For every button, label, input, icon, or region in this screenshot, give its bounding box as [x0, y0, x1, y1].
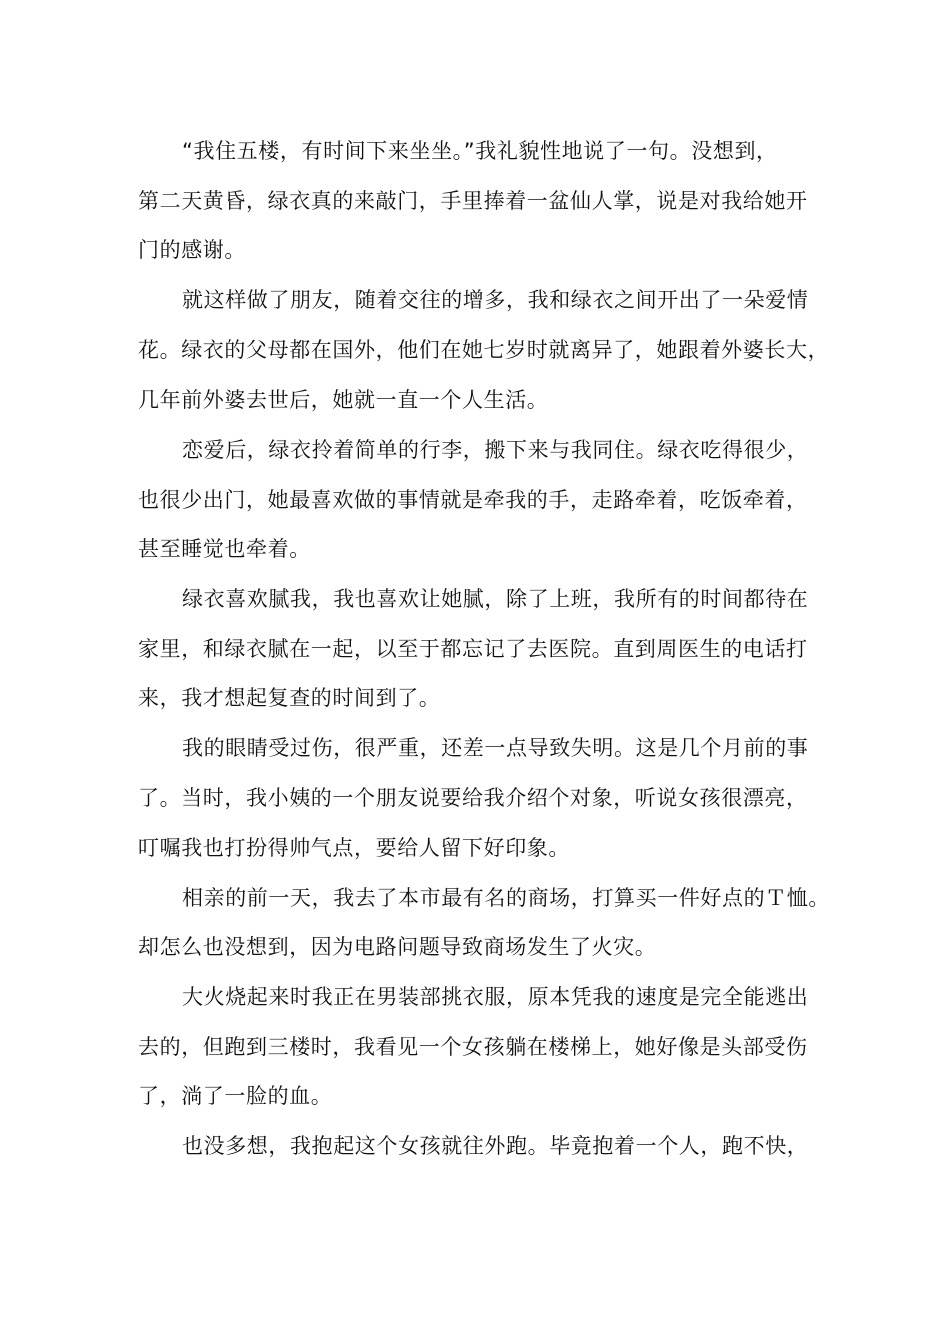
text-line: 门的感谢。	[138, 238, 246, 262]
text-line: 甚至睡觉也牵着。	[138, 537, 311, 561]
text-line: 却怎么也没想到，因为电路问题导致商场发生了火灾。	[138, 935, 657, 959]
text-line: 相亲的前一天，我去了本市最有名的商场，打算买一件好点的Ｔ恤。	[182, 886, 830, 910]
text-line: “我住五楼，有时间下来坐坐。”我礼貌性地说了一句。没想到，	[182, 139, 778, 163]
text-line: 了，淌了一脸的血。	[138, 1084, 333, 1108]
text-line: 我的眼睛受过伤，很严重，还差一点导致失明。这是几个月前的事	[182, 736, 809, 760]
text-line: 也没多想，我抱起这个女孩就往外跑。毕竟抱着一个人，跑不快，	[182, 1134, 809, 1158]
text-line: 叮嘱我也打扮得帅气点，要给人留下好印象。	[138, 836, 570, 860]
text-line: 就这样做了朋友，随着交往的增多，我和绿衣之间开出了一朵爱情	[182, 288, 809, 312]
text-line: 恋爱后，绿衣拎着简单的行李，搬下来与我同住。绿衣吃得很少，	[182, 438, 809, 462]
text-line: 来，我才想起复查的时间到了。	[138, 686, 441, 710]
text-line: 了。当时，我小姨的一个朋友说要给我介绍个对象，听说女孩很漂亮，	[138, 786, 808, 810]
text-line: 第二天黄昏，绿衣真的来敲门，手里捧着一盆仙人掌，说是对我给她开	[138, 189, 808, 213]
text-line: 绿衣喜欢腻我，我也喜欢让她腻，除了上班，我所有的时间都待在	[182, 587, 809, 611]
text-line: 花。绿衣的父母都在国外，他们在她七岁时就离异了，她跟着外婆长大，	[138, 338, 830, 362]
text-line: 几年前外婆去世后，她就一直一个人生活。	[138, 388, 549, 412]
text-line: 大火烧起来时我正在男装部挑衣服，原本凭我的速度是完全能逃出	[182, 985, 809, 1009]
text-line: 也很少出门，她最喜欢做的事情就是牵我的手，走路牵着，吃饭牵着，	[138, 488, 808, 512]
text-line: 去的，但跑到三楼时，我看见一个女孩躺在楼梯上，她好像是头部受伤	[138, 1035, 808, 1059]
text-line: 家里，和绿衣腻在一起，以至于都忘记了去医院。直到周医生的电话打	[138, 637, 808, 661]
